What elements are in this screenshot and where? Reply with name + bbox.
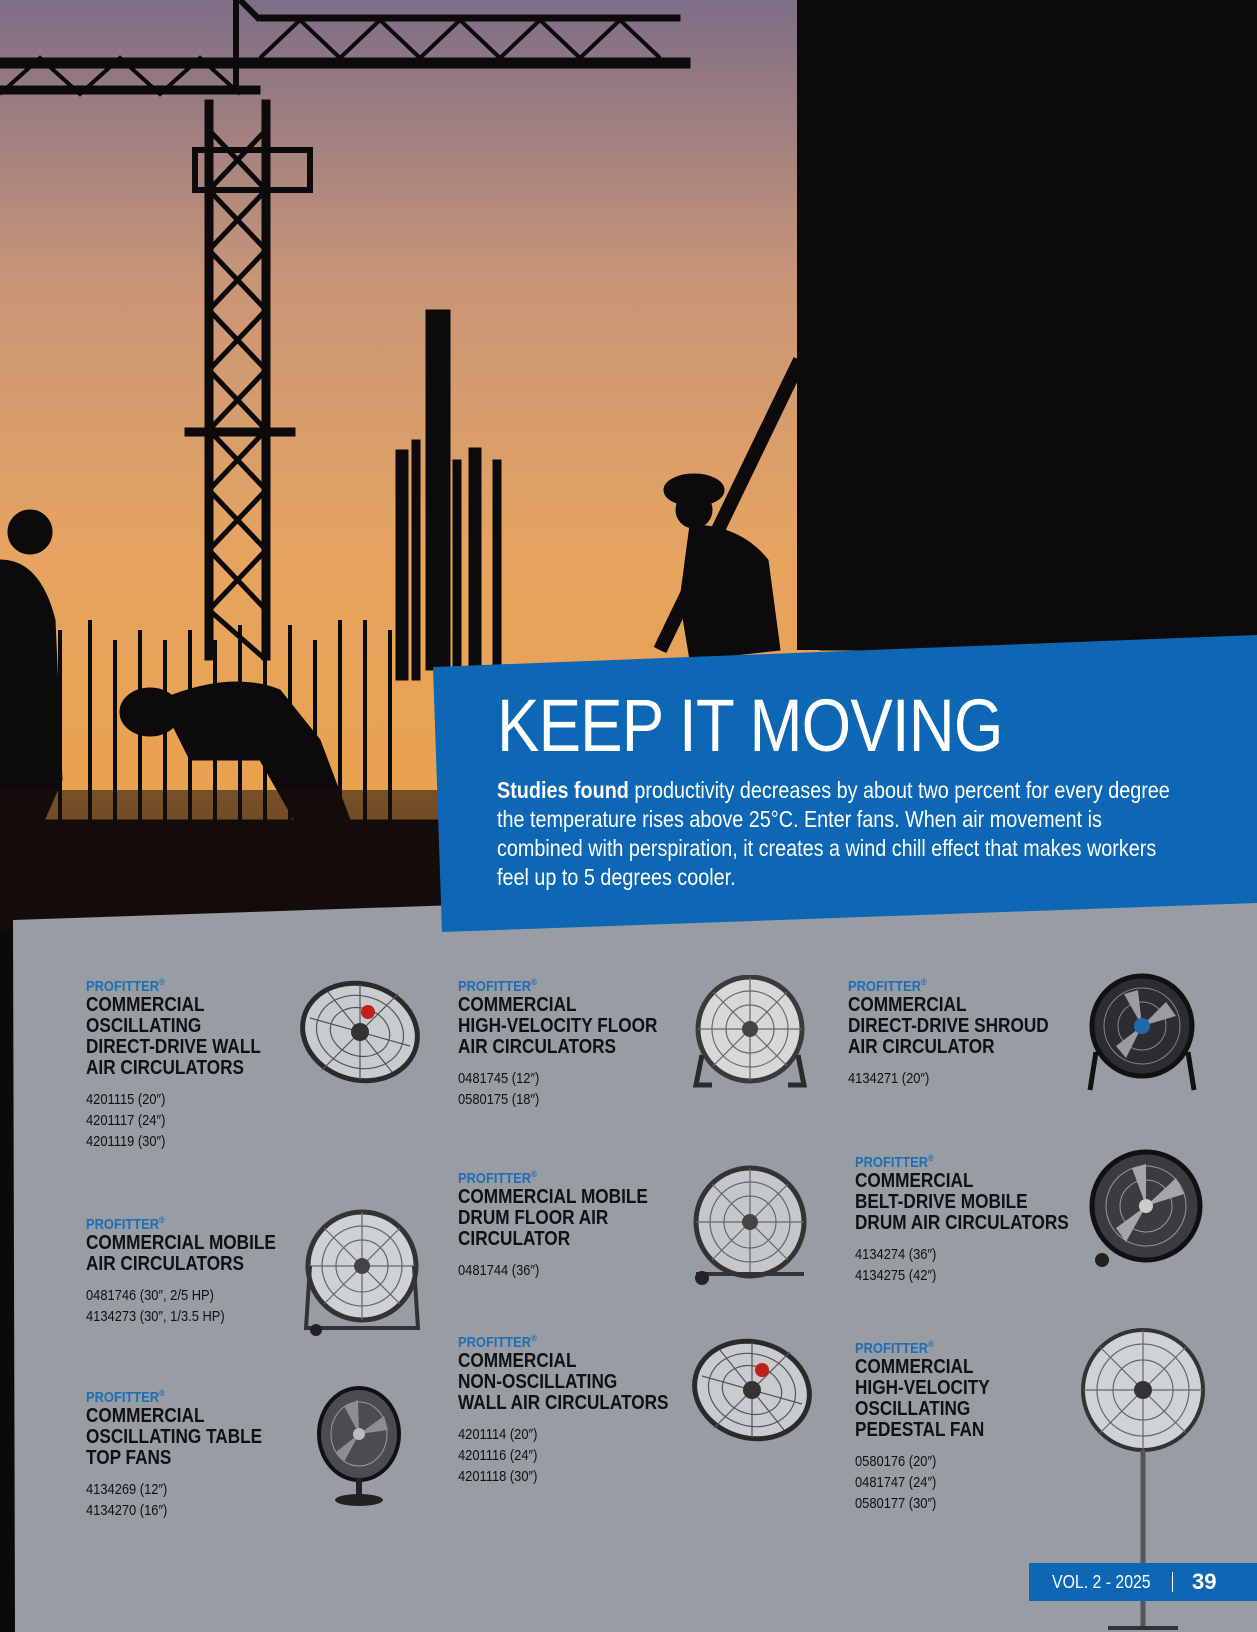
product-sku: 0580175 (18″) bbox=[458, 1091, 540, 1108]
product-sku: 0481746 (30″, 2/5 HP) bbox=[86, 1287, 214, 1304]
product-sku: 0580177 (30″) bbox=[855, 1495, 937, 1512]
intro-body: productivity decreases by about two percent for every degree the temperature rises above 25°C. Enter fans. When air movement is combined with perspiration, it creates a wind chill effect that makes workers feel up to 5 degrees cooler. bbox=[497, 777, 1170, 890]
product-sku: 0481745 (12″) bbox=[458, 1070, 540, 1087]
wall-fan-icon bbox=[298, 978, 422, 1088]
intro-paragraph bbox=[497, 776, 1176, 892]
product-wall-non-oscillating bbox=[458, 1330, 708, 1487]
product-name: COMMERCIAL OSCILLATING DIRECT-DRIVE WALL AIR CIRCULATORS bbox=[86, 994, 261, 1079]
product-brand: PROFITTER® bbox=[458, 1169, 537, 1187]
product-name: COMMERCIAL MOBILE AIR CIRCULATORS bbox=[86, 1232, 276, 1275]
product-brand: PROFITTER® bbox=[86, 1215, 165, 1233]
page-footer bbox=[1029, 1563, 1257, 1601]
product-sku: 4134269 (12″) bbox=[86, 1481, 168, 1498]
product-brand: PROFITTER® bbox=[86, 977, 165, 995]
mobile-fan-icon bbox=[302, 1208, 422, 1336]
product-brand: PROFITTER® bbox=[458, 977, 537, 995]
product-sku: 4201114 (20″) bbox=[458, 1426, 538, 1443]
product-brand: PROFITTER® bbox=[855, 1153, 934, 1171]
floor-fan-icon bbox=[692, 975, 808, 1093]
product-table-top bbox=[86, 1385, 336, 1521]
product-name: COMMERCIAL HIGH-VELOCITY FLOOR AIR CIRCULATORS bbox=[458, 994, 658, 1058]
page-headline: KEEP IT MOVING bbox=[497, 684, 1003, 767]
product-sku: 4201119 (30″) bbox=[86, 1133, 166, 1150]
product-sku: 4134273 (30″, 1/3.5 HP) bbox=[86, 1308, 225, 1325]
product-sku: 4201115 (20″) bbox=[86, 1091, 166, 1108]
product-sku: 0481747 (24″) bbox=[855, 1474, 937, 1491]
product-sku-list bbox=[458, 1260, 708, 1281]
drum-fan-icon bbox=[690, 1164, 810, 1288]
product-sku-list bbox=[855, 1244, 1105, 1286]
product-sku-list bbox=[86, 1285, 336, 1327]
product-brand: PROFITTER® bbox=[458, 1333, 537, 1351]
intro-bold-lead: Studies found bbox=[497, 777, 629, 803]
product-sku-list bbox=[848, 1068, 1098, 1089]
product-brand: PROFITTER® bbox=[855, 1339, 934, 1357]
product-high-velocity-floor bbox=[458, 974, 708, 1110]
product-sku-list bbox=[458, 1068, 708, 1110]
product-name: COMMERCIAL NON-OSCILLATING WALL AIR CIRCULATORS bbox=[458, 1350, 669, 1414]
product-mobile-air bbox=[86, 1212, 336, 1327]
product-name: COMMERCIAL MOBILE DRUM FLOOR AIR CIRCULATOR bbox=[458, 1186, 648, 1250]
table-fan-icon bbox=[314, 1382, 404, 1508]
product-sku: 4134270 (16″) bbox=[86, 1502, 168, 1519]
product-brand: PROFITTER® bbox=[848, 977, 927, 995]
product-belt-drive-drum bbox=[855, 1150, 1105, 1286]
product-sku: 4134275 (42″) bbox=[855, 1267, 937, 1284]
product-sku: 4201117 (24″) bbox=[86, 1112, 166, 1129]
footer-divider bbox=[1172, 1572, 1173, 1592]
product-sku: 0580176 (20″) bbox=[855, 1453, 937, 1470]
product-direct-drive-shroud bbox=[848, 974, 1098, 1089]
shroud-fan-icon bbox=[1086, 972, 1198, 1096]
page-number: 39 bbox=[1192, 1569, 1217, 1594]
product-sku: 0481744 (36″) bbox=[458, 1262, 540, 1279]
product-brand: PROFITTER® bbox=[86, 1388, 165, 1406]
product-sku: 4201118 (30″) bbox=[458, 1468, 538, 1485]
volume-label: VOL. 2 - 2025 bbox=[1052, 1572, 1151, 1592]
product-sku: 4201116 (24″) bbox=[458, 1447, 538, 1464]
product-sku-list bbox=[458, 1424, 708, 1487]
product-mobile-drum-floor bbox=[458, 1166, 708, 1281]
product-sku-list bbox=[855, 1451, 1105, 1514]
product-name: COMMERCIAL OSCILLATING TABLE TOP FANS bbox=[86, 1405, 263, 1469]
product-sku-list bbox=[86, 1089, 336, 1152]
product-pedestal bbox=[855, 1336, 1105, 1514]
product-sku: 4134274 (36″) bbox=[855, 1246, 937, 1263]
product-name: COMMERCIAL DIRECT-DRIVE SHROUD AIR CIRCULATOR bbox=[848, 994, 1049, 1058]
product-sku: 4134271 (20″) bbox=[848, 1070, 930, 1087]
product-name: COMMERCIAL HIGH-VELOCITY OSCILLATING PEDESTAL FAN bbox=[855, 1356, 990, 1441]
belt-drum-fan-icon bbox=[1088, 1148, 1204, 1270]
product-sku-list bbox=[86, 1479, 336, 1521]
product-name: COMMERCIAL BELT-DRIVE MOBILE DRUM AIR CIRCULATORS bbox=[855, 1170, 1069, 1234]
wall-fan-icon bbox=[690, 1336, 814, 1446]
